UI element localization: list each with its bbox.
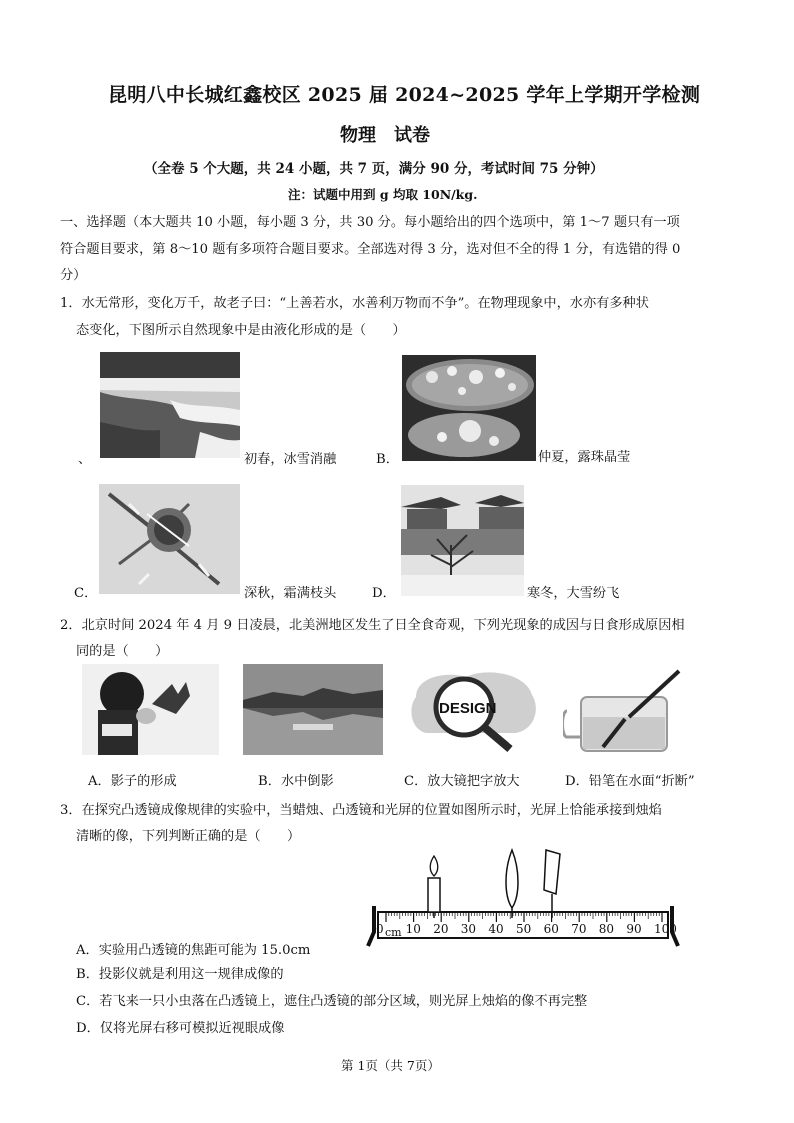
q1-photo-snow-melting <box>100 352 240 458</box>
q1-stem-line2: 态变化，下图所示自然现象中是由液化形成的是（ ） <box>76 323 406 338</box>
q1-option-b-text: 仲夏，露珠晶莹 <box>538 450 631 465</box>
q2-photo-reflection <box>243 664 383 755</box>
q3-option-d: D．仅将光屏右移可模拟近视眼成像 <box>76 1021 285 1036</box>
ruler-tick-label: 80 <box>598 922 615 936</box>
ruler-tick-label: 60 <box>543 922 559 936</box>
q2-option-c: C．放大镜把字放大 <box>404 774 520 789</box>
q3-option-b: B．投影仪就是利用这一规律成像的 <box>76 967 284 982</box>
q1-option-c-text: 深秋，霜满枝头 <box>244 586 337 601</box>
q2-stem-line2: 同的是（ ） <box>76 644 169 659</box>
q3-stem-line1: 3．在探究凸透镜成像规律的实验中，当蜡烛、凸透镜和光屏的位置如图所示时，光屏上恰能承接到烛焰 <box>60 803 662 818</box>
ruler-tick-label: 40 <box>488 922 504 936</box>
ruler-tick-label: 100 <box>654 922 677 936</box>
exam-subtitle: 物理 试卷 <box>340 125 430 146</box>
ruler-tick-label: 30 <box>460 922 477 936</box>
convex-lens-icon <box>506 850 518 918</box>
q3-stem-line2: 清晰的像，下列判断正确的是（ ） <box>76 829 301 844</box>
q1-option-b-label: B． <box>376 452 399 467</box>
q3-option-c: C．若飞来一只小虫落在凸透镜上，遮住凸透镜的部分区域，则光屏上烛焰的像不再完整 <box>76 994 588 1009</box>
q3-option-a: A．实验用凸透镜的焦距可能为 15.0cm <box>76 943 311 958</box>
q2-option-b: B．水中倒影 <box>258 774 334 789</box>
q2-option-d: D．铅笔在水面“折断” <box>565 774 695 789</box>
exam-title: 昆明八中长城红鑫校区 2025 届 2024~2025 学年上学期开学检测 <box>108 84 701 106</box>
q2-stem-line1: 2．北京时间 2024 年 4 月 9 日凌晨，北美洲地区发生了日全食奇观，下列光现象的成因与日食形成原因相 <box>60 618 685 633</box>
exam-info: （全卷 5 个大题，共 24 小题，共 7 页，满分 90 分，考试时间 75 分钟） <box>144 161 604 177</box>
ruler-unit-label: cm <box>385 926 402 939</box>
q1-option-d-text: 寒冬，大雪纷飞 <box>527 586 620 601</box>
q2-photo-pencil-in-water <box>563 667 693 755</box>
section1-line1: 一、选择题（本大题共 10 小题，每小题 3 分，共 30 分。每小题给出的四个选项中，第 1～7 题只有一项 <box>60 215 680 230</box>
ruler-tick-label: 0 <box>376 922 384 936</box>
exam-note: 注：试题中用到 g 均取 10N/kg. <box>288 187 478 202</box>
q1-photo-snow-palace <box>401 485 524 596</box>
q2-photo-magnifier <box>406 667 542 753</box>
q2-photo-shadow <box>82 664 219 755</box>
q1-photo-frost-branch <box>99 484 240 594</box>
section1-line3: 分） <box>60 268 87 283</box>
light-screen-icon <box>544 850 560 918</box>
q1-option-a-text: 初春，冰雪消融 <box>244 452 337 467</box>
ruler-tick-label: 20 <box>433 922 449 936</box>
section1-line2: 符合题目要求，第 8～10 题有多项符合题目要求。全部选对得 3 分，选对但不全的得 1 分，有选错的得 0 <box>60 242 681 257</box>
q1-option-d-label: D． <box>372 586 396 601</box>
ruler-tick-label: 90 <box>626 922 642 936</box>
q1-stem-line1: 1．水无常形，变化万千，故老子曰：“上善若水，水善利万物而不争”。在物理现象中，水亦有多种状 <box>60 296 649 311</box>
design-word: DESIGN <box>439 700 497 717</box>
ruler-labels <box>366 922 682 940</box>
q1-option-a-label: 、 <box>78 452 92 467</box>
ruler-tick-label: 10 <box>405 922 421 936</box>
ruler-tick-label: 50 <box>516 922 532 936</box>
ruler-tick-label: 70 <box>571 922 587 936</box>
candle-icon <box>428 856 440 918</box>
q1-photo-dewdrops <box>402 355 536 461</box>
page-number: 第 1页（共 7页） <box>341 1058 440 1073</box>
q1-option-c-label: C． <box>74 586 98 601</box>
q2-option-a: A．影子的形成 <box>88 774 177 789</box>
